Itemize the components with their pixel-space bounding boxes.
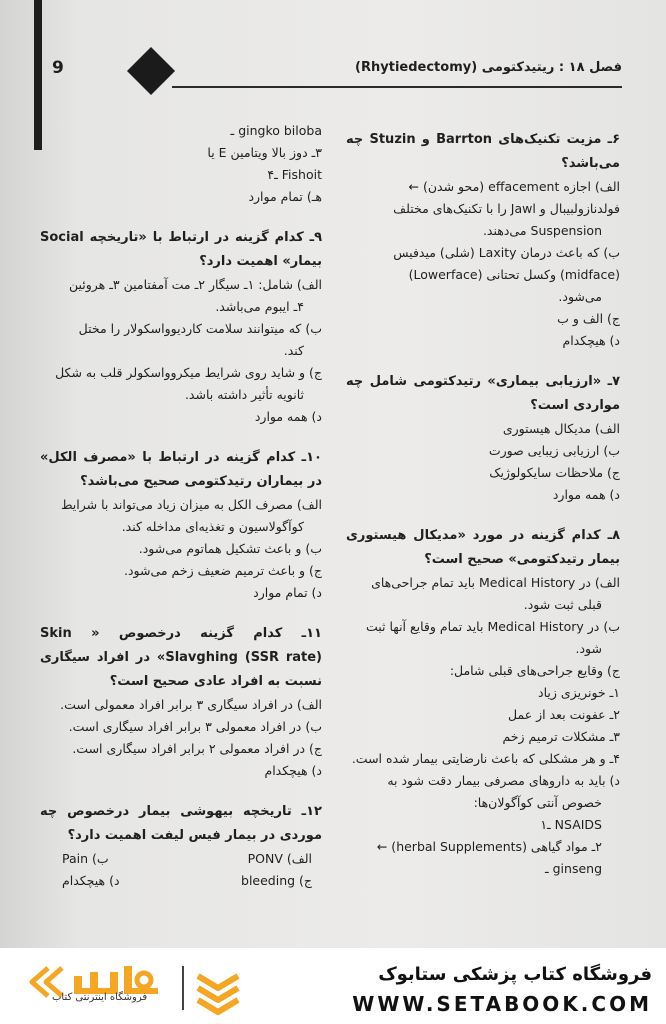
q10-option-d: د) تمام موارد bbox=[253, 585, 322, 600]
page-header bbox=[42, 56, 622, 96]
q11-option-b: ب) در افراد معمولی ۳ برابر افراد سیگاری است. bbox=[68, 719, 322, 734]
question-11: ۱۱ـ کدام گزینه درخصوص « Skin Slavghing (SSR rate)» در افراد سیگاری نسبت به افراد عادی صحیح است؟ bbox=[40, 626, 322, 689]
question-6: ۶ـ مزیت تکنیک‌های Barrton و Stuzin چه می‌باشد؟ bbox=[346, 132, 620, 171]
q9-option-c: ج) و شاید روی شرایط میکروواسکولر قلب به شکل bbox=[55, 365, 322, 380]
q9-option-c-cont: ثانویه تأثیر داشته باشد. bbox=[184, 387, 304, 402]
q9-option-d: د) همه موارد bbox=[254, 409, 322, 424]
q6-option-a: الف) اجازه effacement (محو شدن) ← فولدنازولبیبال و Jawl را با تکنیک‌های مختلف bbox=[393, 179, 620, 216]
q8-option-a: الف) در Medical History باید تمام جراحی‌های bbox=[371, 575, 620, 590]
right-column bbox=[346, 120, 620, 880]
q8-option-d-1: NSAIDS ـ۱ bbox=[540, 817, 602, 832]
store-banner bbox=[0, 948, 666, 1024]
q8-option-b-cont: شود. bbox=[575, 641, 602, 656]
q7-option-a: الف) مدیکال هیستوری bbox=[502, 421, 620, 436]
question-10: ۱۰ـ کدام گزینه در ارتباط با «مصرف الکل» در بیماران رتیدکتومی صحیح می‌باشد؟ bbox=[40, 450, 322, 489]
q12-option-a: الف) PONV bbox=[247, 851, 312, 866]
q8-option-d: د) باید به داروهای مصرفی بیمار دقت شود به bbox=[387, 773, 620, 788]
q8-option-c-2: ۲ـ عفونت بعد از عمل bbox=[508, 707, 620, 722]
q10-option-a: الف) مصرف الکل به میزان زیاد می‌تواند با شرایط bbox=[60, 497, 322, 512]
q11-option-c: ج) در افراد معمولی ۲ برابر افراد سیگاری است. bbox=[72, 741, 322, 756]
q6-option-b: ب) که باعث درمان Laxity (شلی) میدفیس (midface) وکسل تحتانی (Lowerface) bbox=[393, 245, 620, 282]
cont-line-3: Fishoit ـ۴ bbox=[267, 167, 322, 182]
q9-option-a-cont: ۴ـ ایبوم می‌باشد. bbox=[215, 299, 304, 314]
cont-line-4: هـ) تمام موارد bbox=[248, 189, 322, 204]
q11-option-a: الف) در افراد سیگاری ۳ برابر افراد معمولی است. bbox=[60, 697, 322, 712]
q9-option-b: ب) که میتوانند سلامت کاردیوواسکولار را مختل bbox=[78, 321, 322, 336]
q8-option-d-cont: خصوص آنتی کوآگولان‌ها: bbox=[473, 795, 602, 810]
q8-option-c-1: ۱ـ خونریزی زیاد bbox=[538, 685, 620, 700]
q6-option-c: ج) الف و ب bbox=[557, 311, 620, 326]
question-8: ۸ـ کدام گزینه در مورد «مدیکال هیستوری بیمار رتیدکتومی» صحیح است؟ bbox=[346, 528, 620, 567]
q12-options-row-1 bbox=[62, 848, 312, 870]
q12-option-b: ب) Pain bbox=[62, 851, 109, 866]
left-column bbox=[40, 120, 322, 892]
question-7: ۷ـ «ارزیابی بیماری» رتیدکتومی شامل چه مواردی است؟ bbox=[346, 374, 620, 413]
q10-option-b: ب) و باعث تشکیل هماتوم می‌شود. bbox=[138, 541, 322, 556]
q8-option-c-3: ۳ـ مشکلات ترمیم زخم bbox=[502, 729, 620, 744]
q8-option-c: ج) وقایع جراحی‌های قبلی شامل: bbox=[449, 663, 620, 678]
question-9: ۹ـ کدام گزینه در ارتباط با «تاریخچه Social بیمار» اهمیت دارد؟ bbox=[40, 230, 322, 269]
q12-options-row-2 bbox=[62, 870, 312, 892]
q9-option-b-cont: کند. bbox=[283, 343, 304, 358]
q12-option-d: د) هیچکدام bbox=[62, 873, 120, 888]
q9-option-a: الف) شامل: ۱ـ سیگار ۲ـ مت آمفتامین ۳ـ هروئین bbox=[68, 277, 322, 292]
store-name: فروشگاه کتاب پزشکی ستابوک bbox=[378, 964, 652, 985]
page-number: 9 bbox=[52, 58, 64, 78]
q8-option-b: ب) در Medical History باید تمام وقایع آنها ثبت bbox=[366, 619, 620, 634]
q7-option-d: د) همه موارد bbox=[552, 487, 620, 502]
q10-option-a-cont: کوآگولاسیون و تغذیه‌ای مداخله کند. bbox=[121, 519, 304, 534]
q7-option-c: ج) ملاحظات سایکولوژیک bbox=[489, 465, 620, 480]
q12-option-c: ج) bleeding bbox=[241, 873, 312, 888]
q6-option-b-cont: می‌شود. bbox=[558, 289, 602, 304]
cont-line-2: ۳ـ دوز بالا ویتامین E یا bbox=[207, 145, 322, 160]
diamond-ornament-icon bbox=[127, 47, 175, 95]
q8-option-c-4: ۴ـ و هر مشکلی که باعث نارضایتی بیمار شده است. bbox=[351, 751, 620, 766]
setabook-logo-icon[interactable] bbox=[18, 958, 268, 1016]
q11-option-d: د) هیچکدام bbox=[264, 763, 322, 778]
q8-option-d-3: ginseng ـ bbox=[544, 861, 602, 876]
logo-subtitle: فروشگاه اینترنتی کتاب bbox=[52, 992, 148, 1003]
store-url-link[interactable]: WWW.SETABOOK.COM bbox=[352, 992, 652, 1016]
q8-option-a-cont: قبلی ثبت شود. bbox=[523, 597, 602, 612]
header-rule bbox=[172, 86, 622, 88]
q6-option-a-cont: Suspension می‌دهند. bbox=[482, 223, 602, 238]
q7-option-b: ب) ارزیابی زیبایی صورت bbox=[488, 443, 620, 458]
q8-option-d-2: ۲ـ مواد گیاهی (herbal Supplements) ← bbox=[376, 839, 602, 854]
q10-option-c: ج) و باعث ترمیم ضعیف زخم می‌شود. bbox=[123, 563, 322, 578]
q6-option-d: د) هیچکدام bbox=[562, 333, 620, 348]
question-12: ۱۲ـ تاریخچه بیهوشی بیمار درخصوص چه موردی در بیمار فیس لیفت اهمیت دارد؟ bbox=[40, 804, 322, 843]
cont-line-1: gingko biloba ـ bbox=[230, 123, 322, 138]
chapter-title: فصل ۱۸ : ریتیدکتومی (Rhytiedectomy) bbox=[355, 60, 622, 75]
